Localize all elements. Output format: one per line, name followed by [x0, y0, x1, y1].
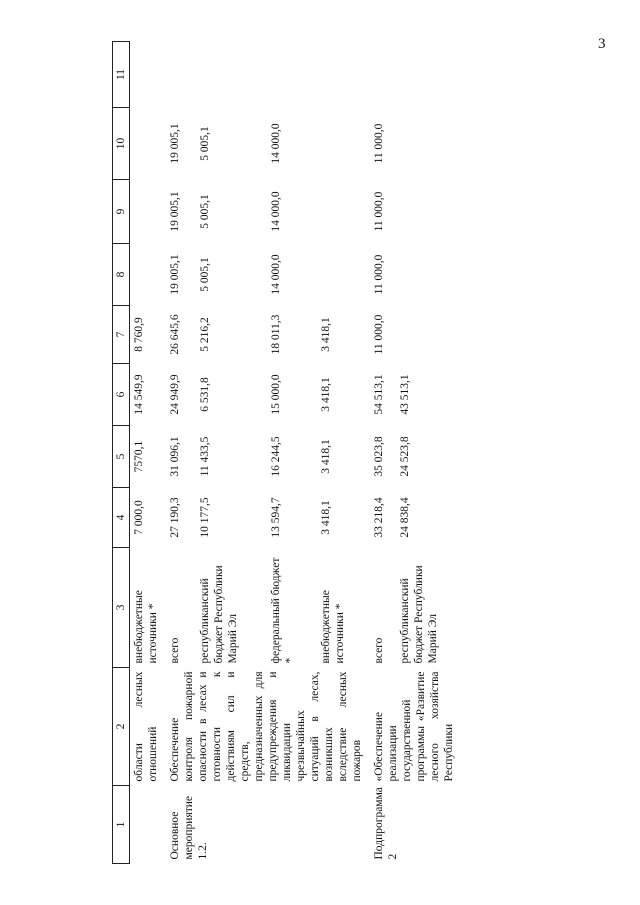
- table-body: [130, 42, 459, 864]
- row-description: Обеспечение контроля пожарной опасности в лесах и готовности к действиям сил и средств, предназначенных для предупреждения и ликвидации чрезвычайных ситуаций в лесах, возникших вследствие лесных пожаров: [169, 671, 364, 782]
- row-label: Основное мероприятие 1.2.: [169, 795, 210, 860]
- header-col-2: 2: [113, 668, 130, 786]
- table-row: [366, 42, 396, 864]
- header-col-10: 10: [113, 108, 130, 180]
- value-cell: 16 244,5: [270, 436, 283, 477]
- value-cell: 18 011,3: [270, 314, 283, 355]
- value-cell: 10 177,5: [199, 497, 212, 538]
- row-description: области лесных отношений: [133, 671, 160, 782]
- value-cell: 19 005,1: [169, 123, 182, 164]
- row-label: Подпрограмма 2: [373, 787, 400, 860]
- header-col-4: 4: [113, 488, 130, 548]
- value-cell: 27 190,3: [169, 497, 182, 538]
- value-cell: 3 418,1: [319, 377, 332, 412]
- funding-source: республиканский бюджет Республики Марий Эл: [399, 565, 440, 664]
- value-cell: 35 023,8: [373, 436, 386, 477]
- value-cell: 24 523,8: [399, 436, 412, 477]
- page-number: 3: [598, 36, 606, 52]
- funding-source: внебюджетные источники *: [319, 590, 346, 664]
- funding-source: всего: [373, 637, 386, 664]
- header-col-3: 3: [113, 548, 130, 668]
- value-cell: [317, 108, 367, 180]
- row-label: [130, 786, 163, 864]
- value-cell: [317, 244, 367, 306]
- value-cell: 14 549,9: [133, 374, 146, 415]
- header-col-6: 6: [113, 364, 130, 426]
- value-cell: 14 000,0: [270, 254, 283, 295]
- value-cell: 11 000,0: [373, 314, 386, 355]
- value-cell: 7 000,0: [133, 500, 146, 535]
- header-col-7: 7: [113, 306, 130, 364]
- funding-source: внебюджетные источники *: [133, 590, 160, 664]
- value-cell: 11 433,5: [199, 436, 212, 477]
- row-description: «Обеспечение реализации государственной программы «Развитие лесного хозяйства Республики: [373, 671, 456, 782]
- value-cell: 15 000,0: [270, 374, 283, 415]
- header-col-11: 11: [113, 42, 130, 108]
- value-cell: [396, 180, 458, 244]
- table-row: [162, 42, 196, 864]
- rotated-table-container: [112, 42, 530, 864]
- value-cell: [130, 244, 163, 306]
- value-cell: 5 005,1: [199, 257, 212, 292]
- value-cell: 5 005,1: [199, 194, 212, 229]
- value-cell: 14 000,0: [270, 123, 283, 164]
- value-cell: [396, 306, 458, 364]
- value-cell: [317, 180, 367, 244]
- funding-source: федеральный бюджет *: [270, 557, 297, 664]
- value-cell: 7570,1: [133, 440, 146, 473]
- value-cell: 43 513,1: [399, 374, 412, 415]
- budget-table: [112, 41, 458, 864]
- value-cell: 33 218,4: [373, 497, 386, 538]
- funding-source: всего: [169, 637, 182, 664]
- header-col-8: 8: [113, 244, 130, 306]
- value-cell: 6 531,8: [199, 377, 212, 412]
- value-cell: 24 949,9: [169, 374, 182, 415]
- header-col-9: 9: [113, 180, 130, 244]
- table-header: [113, 42, 130, 864]
- value-cell: 13 594,7: [270, 497, 283, 538]
- value-cell: 19 005,1: [169, 191, 182, 232]
- value-cell: 5 005,1: [199, 126, 212, 161]
- value-cell: 26 645,6: [169, 314, 182, 355]
- value-cell: 5 216,2: [199, 317, 212, 352]
- value-cell: 54 513,1: [373, 374, 386, 415]
- value-cell: 3 418,1: [319, 439, 332, 474]
- header-col-5: 5: [113, 426, 130, 488]
- value-cell: [130, 108, 163, 180]
- value-cell: [396, 108, 458, 180]
- value-cell: [130, 180, 163, 244]
- table-row: [130, 42, 163, 864]
- value-cell: 11 000,0: [373, 254, 386, 295]
- value-cell: 14 000,0: [270, 191, 283, 232]
- funding-source: республиканский бюджет Республики Марий Эл: [199, 565, 240, 664]
- value-cell: 19 005,1: [169, 254, 182, 295]
- value-cell: 11 000,0: [373, 191, 386, 232]
- value-cell: 31 096,1: [169, 436, 182, 477]
- value-cell: [396, 244, 458, 306]
- header-col-1: 1: [113, 786, 130, 864]
- value-cell: 3 418,1: [319, 317, 332, 352]
- value-cell: 11 000,0: [373, 123, 386, 164]
- value-cell: 24 838,4: [399, 497, 412, 538]
- value-cell: 8 760,9: [133, 317, 146, 352]
- value-cell: 3 418,1: [319, 500, 332, 535]
